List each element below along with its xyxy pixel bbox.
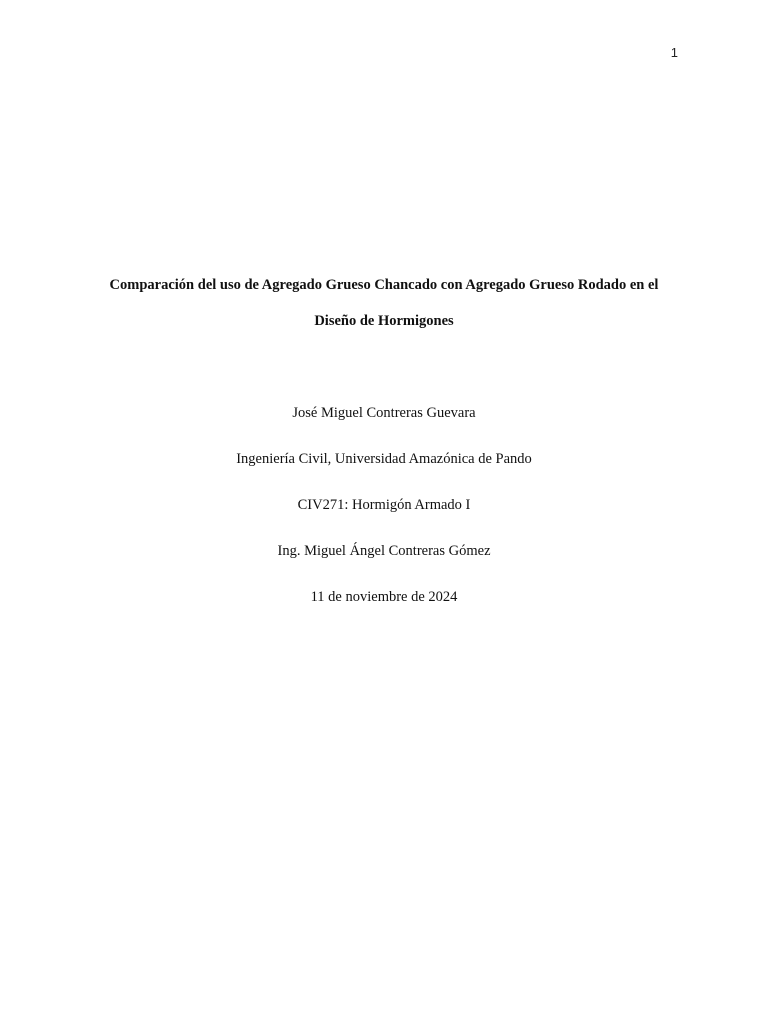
author-info <box>60 402 708 632</box>
page-number: 1 <box>670 45 678 60</box>
affiliation: Ingeniería Civil, Universidad Amazónica de Pando <box>236 451 532 467</box>
author-name: José Miguel Contreras Guevara <box>292 405 476 421</box>
date: 11 de noviembre de 2024 <box>310 589 458 605</box>
instructor: Ing. Miguel Ángel Contreras Gómez <box>277 543 491 559</box>
course: CIV271: Hormigón Armado I <box>297 497 471 513</box>
title-line-2: Diseño de Hormigones <box>314 313 454 329</box>
title-line-1: Comparación del uso de Agregado Grueso Chancado con Agregado Grueso Rodado en el <box>109 277 659 293</box>
document-title <box>60 274 708 346</box>
